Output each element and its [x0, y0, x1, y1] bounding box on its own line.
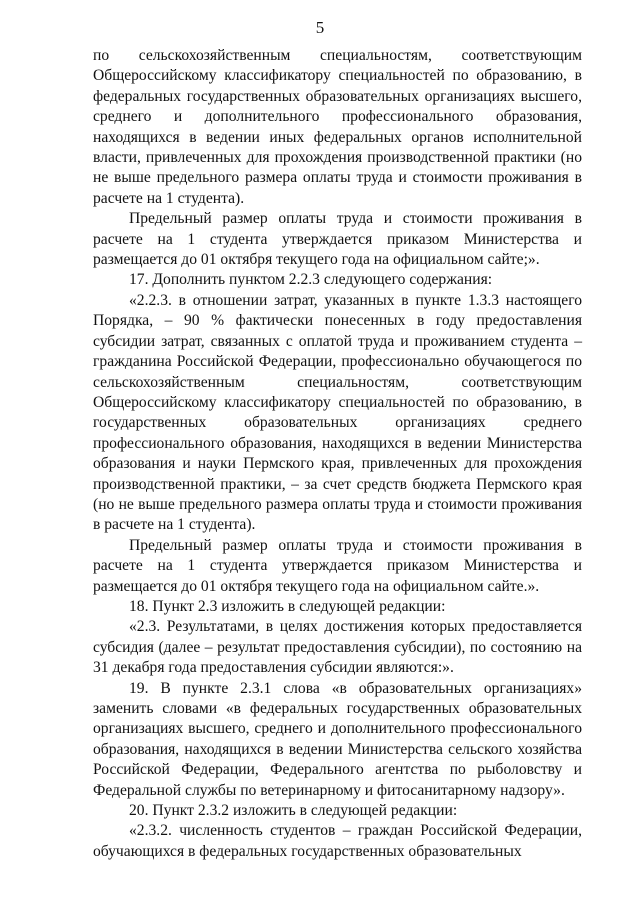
paragraph: Предельный размер оплаты труда и стоимости проживания в расчете на 1 студента утверждается приказом Министерства и размещается до 01 октября текущего года на официальном сайте.».	[93, 536, 582, 595]
paragraph: «2.2.3. в отношении затрат, указанных в пункте 1.3.3 настоящего Порядка, – 90 % фактически понесенных в году предоставления субсидии затрат, связанных с оплатой труда и проживанием студента – гражданина Российской Федерации, профессионально обучающегося по сельскохозяйственным специальностям, соответствующим Общероссийскому классификатору специальностей по образованию, в государственных образовательных организациях среднего профессионального образования, находящихся в ведении Министерства образования и науки Пермского края, привлеченных для прохождения производственной практики, – за счет средств бюджета Пермского края (но не выше предельного размера оплаты труда и стоимости проживания в расчете на 1 студента).	[93, 291, 582, 534]
document-body	[93, 46, 582, 862]
paragraph: «2.3. Результатами, в целях достижения которых предоставляется субсидия (далее – результат предоставления субсидии), по состоянию на 31 декабря года предоставления субсидии являются:».	[93, 618, 582, 677]
paragraph: 19. В пункте 2.3.1 слова «в образовательных организациях» заменить словами «в федеральных государственных образовательных организациях высшего, среднего и дополнительного профессионального образования, находящихся в ведении Министерства сельского хозяйства Российской Федерации, Федерального агентства по рыболовству и Федеральной службы по ветеринарному и фитосанитарному надзору».	[93, 679, 582, 799]
paragraph: Предельный размер оплаты труда и стоимости проживания в расчете на 1 студента утверждается приказом Министерства и размещается до 01 октября текущего года на официальном сайте;».	[93, 210, 582, 269]
paragraph: 20. Пункт 2.3.2 изложить в следующей редакции:	[129, 802, 458, 820]
paragraph: «2.3.2. численность студентов – граждан Российской Федерации, обучающихся в федеральных государственных образовательных	[93, 822, 582, 860]
paragraph: 18. Пункт 2.3 изложить в следующей редакции:	[129, 597, 446, 615]
page-number: 5	[315, 18, 325, 37]
paragraph: по сельскохозяйственным специальностям, соответствующим Общероссийскому классификатору специальностей по образованию, в федеральных государственных образовательных организациях высшего, среднего и дополнительного профессионального образования, находящихся в ведении иных федеральных органов исполнительной власти, привлеченных для прохождения производственной практики (но не выше предельного размера оплаты труда и стоимости проживания в расчете на 1 студента).	[93, 47, 582, 207]
paragraph: 17. Дополнить пунктом 2.2.3 следующего содержания:	[129, 271, 493, 289]
